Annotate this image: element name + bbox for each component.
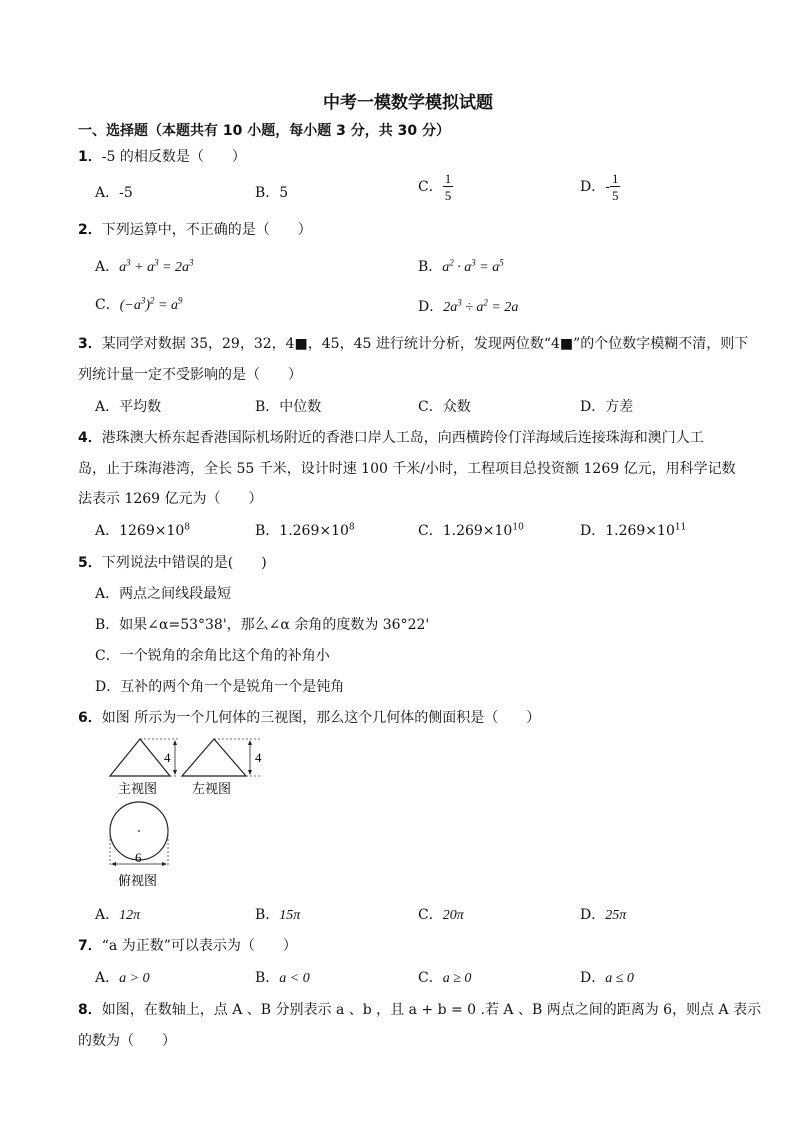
question-text: 港珠澳大桥东起香港国际机场附近的香港口岸人工岛，向西横跨伶仃洋海域后连接珠海和澳门人工: [101, 430, 704, 446]
option-label: B．: [418, 259, 443, 275]
arrow-left-icon: [111, 862, 116, 866]
q5-option-a: A．两点之间线段最短: [95, 586, 232, 602]
q6-option-d: [580, 904, 626, 924]
left-view-height-label: 4: [255, 750, 262, 765]
fraction-denominator: 5: [611, 188, 619, 203]
math-expression: 15π: [279, 908, 301, 923]
option-label: B．: [255, 907, 280, 923]
question-6-stem: [78, 707, 540, 727]
option-label: D．: [580, 907, 606, 923]
question-text: 如图，在数轴上，点 A 、B 分别表示 a 、b ，且 a + b = 0 .若 A 、B 两点之间的距离为 6，则点 A 表示: [101, 1002, 762, 1018]
q6-option-b: [255, 904, 300, 924]
q5-option-b: B．如果∠α=53°38'，那么∠α 余角的度数为 36°22': [95, 617, 430, 633]
q1-option-b: B．5: [255, 185, 289, 201]
q4-option-c: [418, 520, 524, 540]
q4-option-b: [255, 520, 355, 540]
option-label: D．: [580, 970, 606, 986]
fraction-denominator: 5: [444, 188, 452, 203]
option-text: C．1.269×10: [418, 523, 513, 539]
math-expression: a ≥ 0: [442, 971, 472, 986]
option-label: A．: [95, 259, 120, 275]
question-number: 5．: [78, 555, 102, 571]
q3-option-b: B．中位数: [255, 399, 322, 415]
q6-option-a: [95, 904, 140, 924]
front-view-triangle: [110, 739, 170, 776]
q3-option-c: C．众数: [418, 399, 471, 415]
arrow-up-icon: [173, 740, 177, 745]
q2-option-a: [95, 256, 194, 276]
q2-option-c: [95, 294, 182, 314]
math-expression: 12π: [119, 908, 141, 923]
math-expression: $a^3 + a^3 = 2a^3$: [119, 257, 194, 275]
front-view-height-label: 4: [164, 750, 171, 765]
q7-option-b: [255, 967, 310, 987]
q6-option-c: [418, 904, 464, 924]
section-heading: 一、选择题（本题共有 10 小题，每小题 3 分，共 30 分）: [78, 123, 450, 139]
q1-option-c: [418, 172, 453, 202]
question-text: 如图 所示为一个几何体的三视图，那么这个几何体的侧面积是（ ）: [101, 710, 541, 726]
question-number: 3．: [78, 336, 102, 352]
question-4-stem-line3: 法表示 1269 亿元为（ ）: [78, 491, 263, 507]
question-number: 4．: [78, 430, 102, 446]
question-number: 7．: [78, 938, 102, 954]
circle-center-dot: [138, 830, 140, 832]
question-text: 下列运算中，不正确的是（ ）: [101, 222, 312, 238]
option-label: D．-: [580, 179, 610, 195]
math-expression: a ≤ 0: [605, 971, 634, 986]
arrow-down-icon: [173, 770, 177, 775]
front-view-label: 主视图: [118, 782, 158, 797]
q3-option-d: D．方差: [580, 399, 634, 415]
option-label: C．: [418, 970, 443, 986]
question-text: “a 为正数”可以表示为（ ）: [101, 938, 297, 954]
option-label: B．: [255, 970, 280, 986]
question-5-stem: [78, 552, 267, 572]
arrow-right-icon: [162, 862, 167, 866]
exponent: 10: [512, 522, 524, 533]
math-expression: a > 0: [119, 971, 150, 986]
left-view-label: 左视图: [192, 782, 232, 797]
math-expression: a < 0: [279, 971, 310, 986]
left-view-triangle: [182, 739, 246, 776]
question-number: 8．: [78, 1002, 102, 1018]
question-8-stem-line1: [78, 999, 761, 1019]
q2-option-b: [418, 256, 504, 276]
question-text: 下列说法中错误的是( ): [101, 555, 267, 571]
arrow-up-icon: [248, 740, 252, 745]
question-3-stem-line2: 列统计量一定不受影响的是（ ）: [78, 367, 302, 383]
q1-option-d: [580, 172, 620, 202]
exponent: 8: [184, 522, 191, 533]
q7-option-a: [95, 967, 150, 987]
question-7-stem: [78, 935, 297, 955]
q5-option-d: D．互补的两个角一个是锐角一个是钝角: [95, 679, 345, 695]
three-view-figure: [100, 735, 270, 895]
option-label: D．: [418, 299, 444, 315]
question-number: 1．: [78, 149, 102, 165]
exponent: 8: [348, 522, 355, 533]
option-text: B．1.269×10: [255, 523, 349, 539]
option-label: A．: [95, 970, 120, 986]
fraction-numerator: 1: [611, 171, 619, 186]
question-number: 2．: [78, 222, 102, 238]
q7-option-d: [580, 967, 634, 987]
q4-option-d: [580, 520, 686, 540]
fraction: [443, 172, 454, 202]
question-8-stem-line2: 的数为（ ）: [78, 1033, 176, 1049]
question-text: -5 的相反数是（ ）: [101, 149, 246, 165]
q3-option-a: A．平均数: [95, 399, 162, 415]
option-label: C．: [418, 907, 443, 923]
question-number: 6．: [78, 710, 102, 726]
math-expression: $a^2 \cdot a^3 = a^5$: [442, 257, 504, 275]
question-2-stem: [78, 219, 312, 239]
arrow-down-icon: [248, 770, 252, 775]
q4-option-a: [95, 520, 190, 540]
question-text: 某同学对数据 35，29，32，4■，45，45 进行统计分析，发现两位数“4■”的个位数字模糊不清，则下: [101, 336, 749, 352]
math-expression: $(-a^3)^2 = a^9$: [119, 295, 183, 313]
top-view-diameter-label: 6: [135, 850, 142, 865]
question-3-stem-line1: [78, 333, 748, 353]
question-4-stem-line2: 岛，止于珠海港湾，全长 55 千米，设计时速 100 千米/小时，工程项目总投资额 1269 亿元，用科学记数: [78, 461, 736, 477]
option-label: A．: [95, 907, 120, 923]
question-1-stem: [78, 146, 246, 166]
fraction: [610, 172, 621, 202]
math-expression: 20π: [442, 908, 464, 923]
q7-option-c: [418, 967, 471, 987]
q5-option-c: C．一个锐角的余角比这个角的补角小: [95, 648, 330, 664]
question-4-stem-line1: [78, 427, 704, 447]
q2-option-d: [418, 296, 518, 316]
top-view-label: 俯视图: [118, 874, 158, 889]
page-title: 中考一模数学模拟试题: [323, 93, 493, 113]
option-label: C．: [418, 179, 443, 195]
fraction-numerator: 1: [444, 171, 452, 186]
math-expression: $2a^3 \div a^2 = 2a$: [443, 297, 519, 315]
math-expression: 25π: [605, 908, 627, 923]
q1-option-a: A．-5: [95, 185, 133, 201]
exponent: 11: [674, 522, 687, 533]
option-text: A．1269×10: [95, 523, 185, 539]
option-text: D．1.269×10: [580, 523, 675, 539]
option-label: C．: [95, 297, 120, 313]
